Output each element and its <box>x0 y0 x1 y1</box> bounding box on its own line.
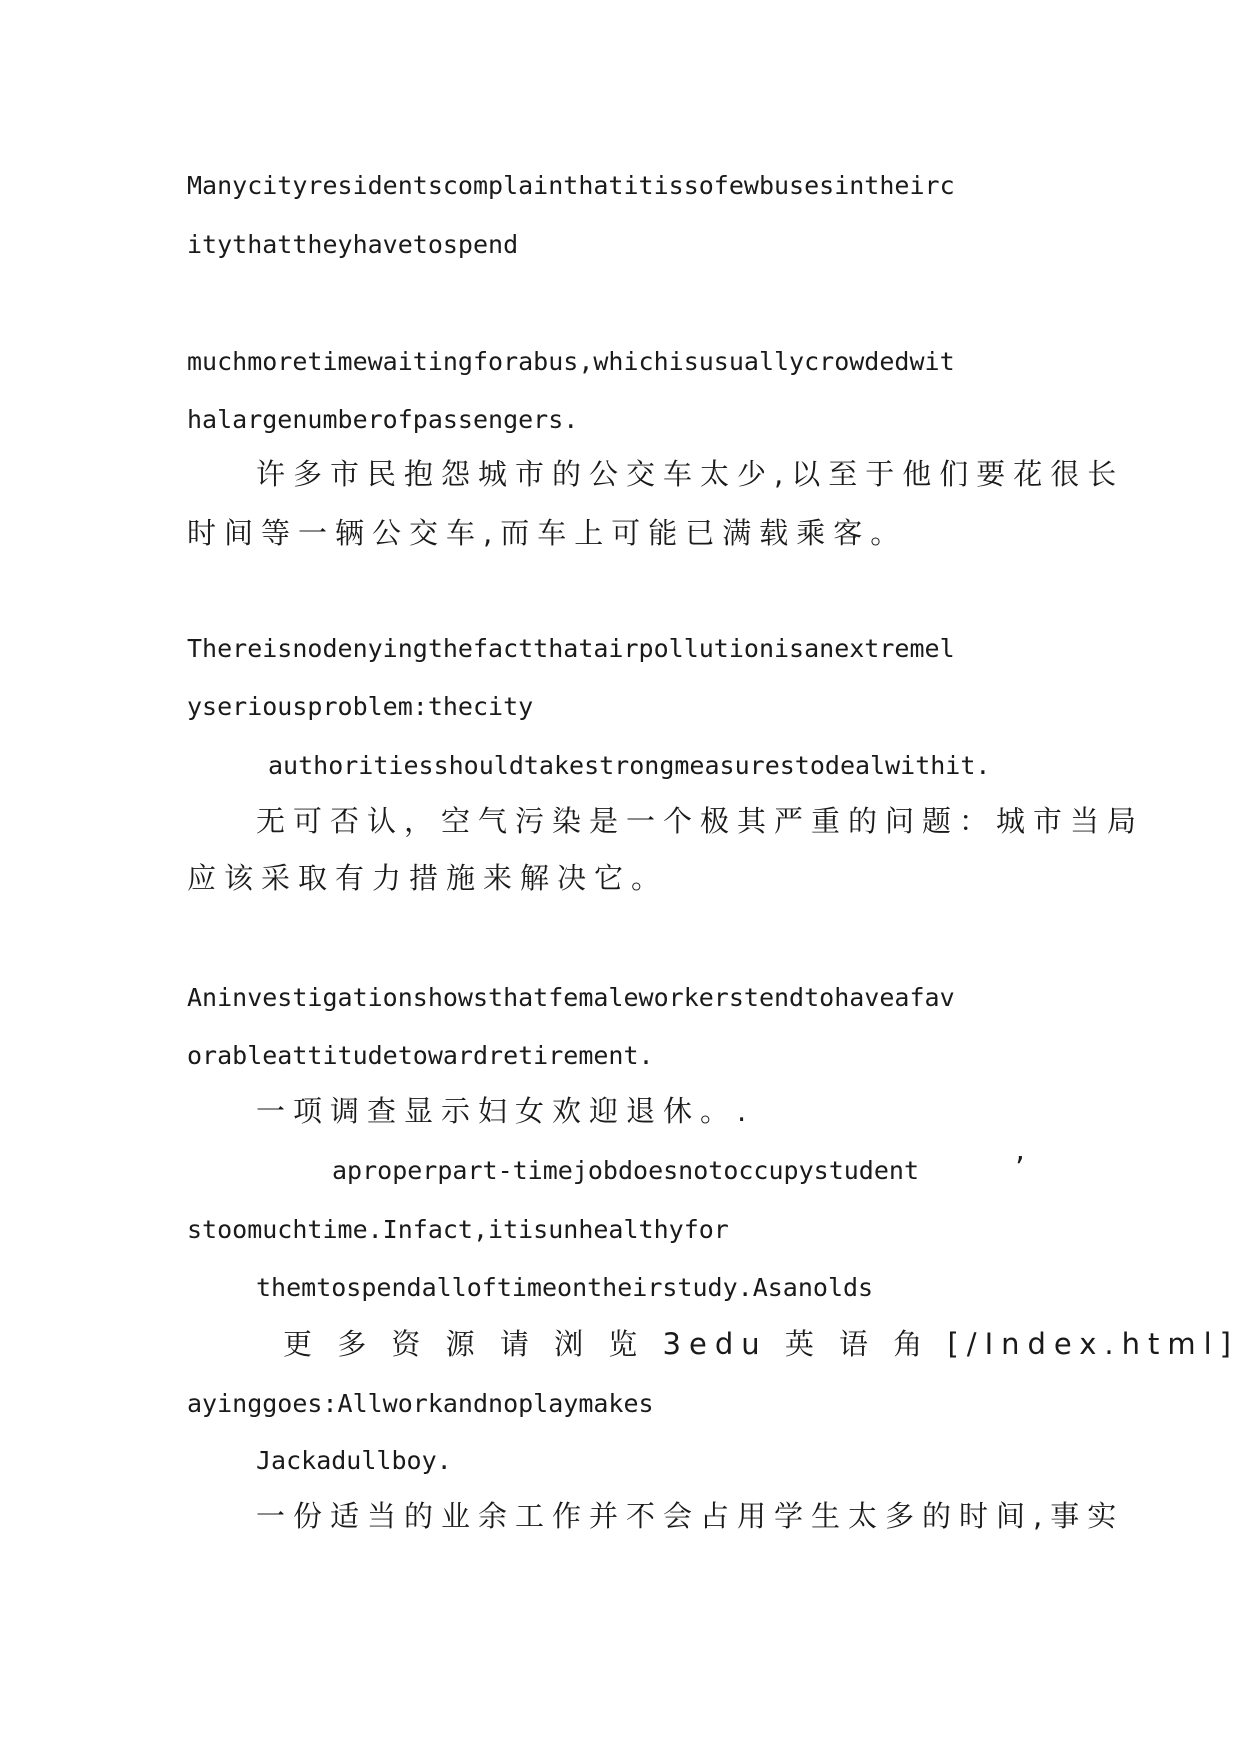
text-line: stoomuchtime.Infact,itisunhealthyfor <box>187 1215 729 1244</box>
text-line: 无可否认，空气污染是一个极其严重的问题：城市当局 <box>256 804 1145 838</box>
text-line: Jackadullboy. <box>256 1446 452 1475</box>
apostrophe-mark: ’ <box>1012 1152 1028 1181</box>
text-line: themtospendalloftimeontheirstudy.Asanolds <box>256 1273 874 1302</box>
text-line: ayinggoes:Allworkandnoplaymakes <box>187 1389 654 1418</box>
text-line: aproperpart-timejobdoesnotoccupystudent <box>332 1156 919 1185</box>
text-line: Manycityresidentscomplainthatitissofewbusesintheirc <box>187 171 955 200</box>
text-line: 许多市民抱怨城市的公交车太少,以至于他们要花很长 <box>256 457 1125 491</box>
text-line: 一项调查显示妇女欢迎退休。. <box>256 1094 755 1128</box>
text-line: 时间等一辆公交车,而车上可能已满载乘客。 <box>187 516 908 550</box>
text-line: yseriousproblem:thecity <box>187 692 534 721</box>
text-line: Aninvestigationshowsthatfemaleworkerstendtohaveafav <box>187 983 955 1012</box>
text-line: authoritiesshouldtakestrongmeasurestodealwithit. <box>268 751 991 780</box>
text-line: Thereisnodenyingthefactthatairpollutionisanextremel <box>187 634 955 663</box>
promo-line: 更 多 资 源 请 浏 览 3edu 英 语 角 [/Index.html] <box>283 1327 1239 1361</box>
text-line: 一份适当的业余工作并不会占用学生太多的时间,事实 <box>256 1499 1125 1533</box>
text-line: halargenumberofpassengers. <box>187 405 579 434</box>
text-line: orableattitudetowardretirement. <box>187 1041 654 1070</box>
text-line: muchmoretimewaitingforabus,whichisusuallycrowdedwit <box>187 347 955 376</box>
text-line: 应该采取有力措施来解决它。 <box>187 861 669 895</box>
text-line: itythattheyhavetospend <box>187 230 519 259</box>
